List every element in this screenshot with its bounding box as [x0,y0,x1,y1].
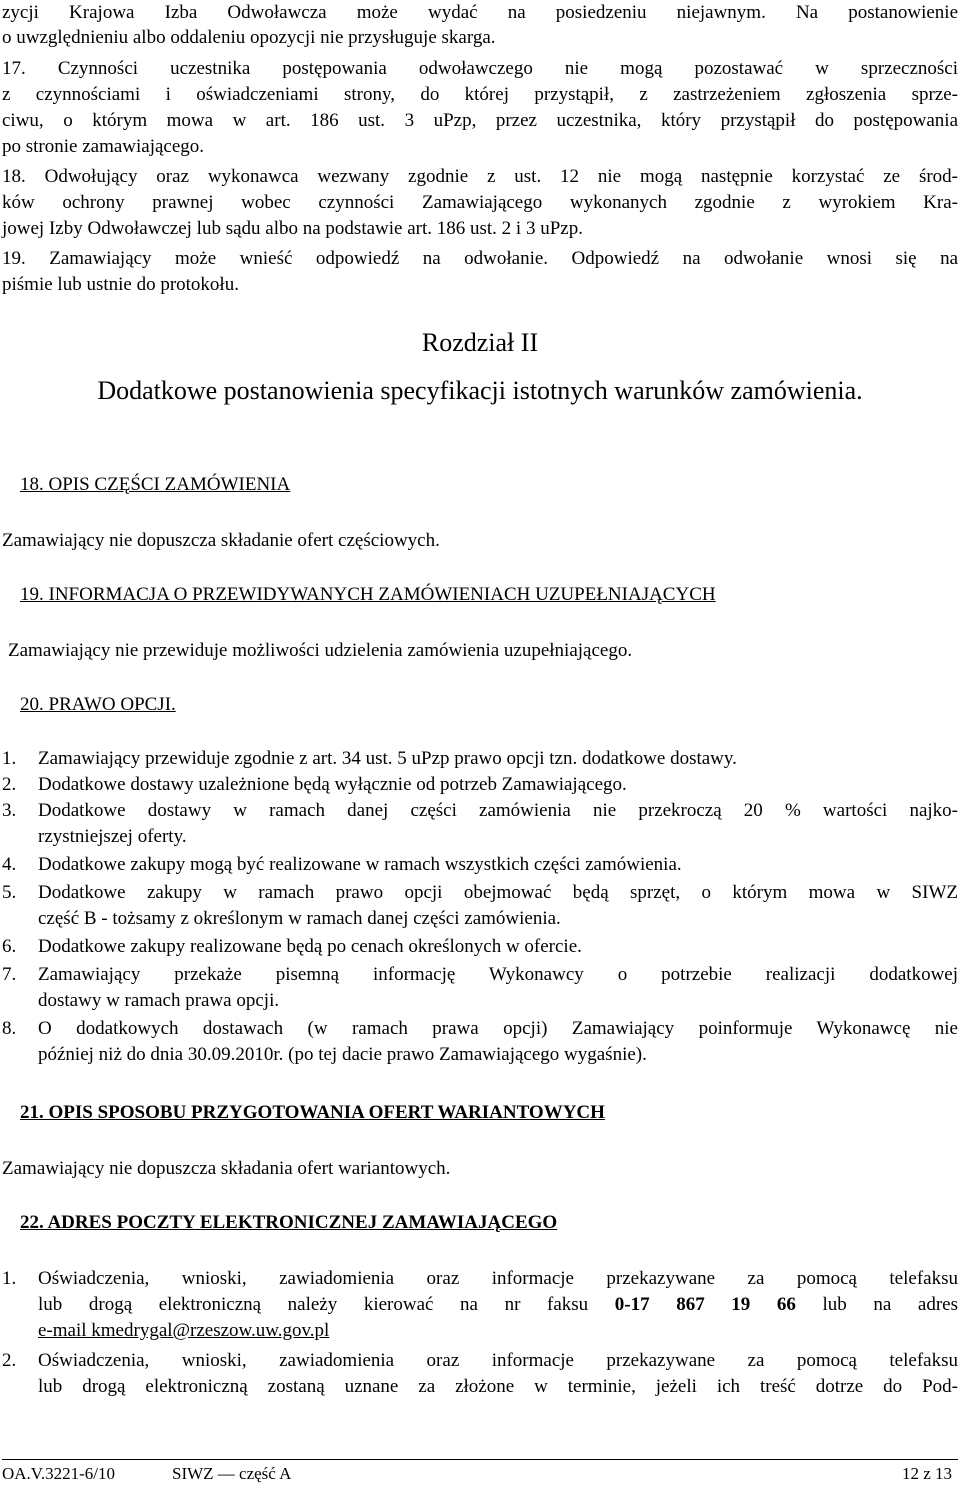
section-21-heading: 21. OPIS SPOSOBU PRZYGOTOWANIA OFERT WARIANTOWYCH [20,1102,605,1123]
list-item-number: 2. [2,1350,17,1371]
list-item: Oświadczenia, wnioski, zawiadomienia oraz informacje przekazywane za pomocą telefaksu [38,1350,958,1371]
paragraph-19-line: piśmie lub ustnie do protokołu. [2,274,239,295]
fax-number: 0-17 867 19 66 [614,1294,796,1315]
list-item-number: 1. [2,748,17,769]
list-item-continuation: dostawy w ramach prawa opcji. [38,990,280,1011]
list-item: Zamawiający przekaże pisemną informację Wykonawcy o potrzebie realizacji dodatkowej [38,964,958,985]
footer-reference: OA.V.3221-6/10 [2,1464,116,1483]
list-item-number: 3. [2,800,17,821]
paragraph-19-line: 19. Zamawiający może wnieść odpowiedź na odwołanie. Odpowiedź na odwołanie wnosi się na [2,248,958,269]
list-item: Dodatkowe zakupy mogą być realizowane w ramach wszystkich części zamówienia. [38,854,682,875]
paragraph-line: zycji Krajowa Izba Odwoławcza może wydać na posiedzeniu niejawnym. Na postanowienie [2,2,958,23]
list-item-number: 1. [2,1268,17,1289]
list-item-continuation: część B - tożsamy z określonym w ramach danej części zamówienia. [38,908,561,929]
list-item-number: 5. [2,882,17,903]
list-item-number: 6. [2,936,17,957]
section-19-text: Zamawiający nie przewiduje możliwości udzielenia zamówienia uzupełniającego. [8,640,633,661]
fax-suffix-text: lub na adres [795,1294,958,1315]
paragraph-18-line: 18. Odwołujący oraz wykonawca wezwany zgodnie z ust. 12 nie mogą następnie korzystać ze środ- [2,166,958,187]
section-19-heading: 19. INFORMACJA O PRZEWIDYWANYCH ZAMÓWIENIACH UZUPEŁNIAJĄCYCH [20,584,716,605]
section-18-heading: 18. OPIS CZĘŚCI ZAMÓWIENIA [20,474,291,495]
section-20-heading: 20. PRAWO OPCJI. [20,694,176,715]
paragraph-17-line: ciwu, o którym mowa w art. 186 ust. 3 uPzp, przez uczestnika, który przystąpił do postępowania [2,110,958,131]
list-item-number: 4. [2,854,17,875]
list-item-number: 2. [2,774,17,795]
paragraph-18-line: jowej Izby Odwoławczej lub sądu albo na podstawie art. 186 ust. 2 i 3 uPzp. [2,218,583,239]
email-link[interactable]: e-mail kmedrygal@rzeszow.uw.gov.pl [38,1320,330,1341]
list-item: Dodatkowe zakupy realizowane będą po cenach określonych w ofercie. [38,936,582,957]
list-item: Dodatkowe dostawy w ramach danej części zamówienia nie przekroczą 20 % wartości najko- [38,800,958,821]
list-item-continuation [38,1292,958,1317]
section-22-heading: 22. ADRES POCZTY ELEKTRONICZNEJ ZAMAWIAJĄCEGO [20,1212,558,1233]
section-21-text: Zamawiający nie dopuszcza składania ofert wariantowych. [2,1158,451,1179]
paragraph-line: o uwzględnieniu albo oddaleniu opozycji nie przysługuje skarga. [2,27,496,48]
list-item: Dodatkowe zakupy w ramach prawo opcji obejmować będą sprzęt, o którym mowa w SIWZ [38,882,958,903]
section-18-text: Zamawiający nie dopuszcza składanie ofert częściowych. [2,530,440,551]
list-item: Dodatkowe dostawy uzależnione będą wyłącznie od potrzeb Zamawiającego. [38,774,627,795]
chapter-title: Rozdział II [421,328,539,357]
chapter-subtitle: Dodatkowe postanowienia specyfikacji istotnych warunków zamówienia. [97,376,863,405]
list-item: Zamawiający przewiduje zgodnie z art. 34 ust. 5 uPzp prawo opcji tzn. dodatkowe dostawy. [38,748,737,769]
paragraph-17-line: po stronie zamawiającego. [2,136,205,157]
list-item-continuation: rzystniejszej oferty. [38,826,187,847]
list-item-number: 7. [2,964,17,985]
list-item: Oświadczenia, wnioski, zawiadomienia oraz informacje przekazywane za pomocą telefaksu [38,1268,958,1289]
paragraph-17-line: z czynnościami i oświadczeniami strony, do której przystąpił, z zastrzeżeniem zgłoszenia sprze- [2,84,958,105]
list-item-continuation [38,1318,958,1343]
list-item-continuation: lub drogą elektroniczną zostaną uznane za złożone w terminie, jeżeli ich treść dotrze do Pod- [38,1376,958,1397]
paragraph-18-line: ków ochrony prawnej wobec czynności Zamawiającego wykonanych zgodnie z wyrokiem Kra- [2,192,958,213]
list-item: O dodatkowych dostawach (w ramach prawa opcji) Zamawiający poinformuje Wykonawcę nie [38,1018,958,1039]
footer-page-number: 12 z 13 [901,1464,952,1483]
footer-document: SIWZ — część A [172,1464,292,1483]
paragraph-17-line: 17. Czynności uczestnika postępowania odwoławczego nie mogą pozostawać w sprzeczności [2,58,958,79]
list-item-continuation: później niż do dnia 30.09.2010r. (po tej dacie prawo Zamawiającego wygaśnie). [38,1044,647,1065]
footer-rule [2,1459,958,1460]
fax-prefix-text: lub drogą elektroniczną należy kierować na nr faksu [38,1294,615,1315]
list-item-number: 8. [2,1018,17,1039]
